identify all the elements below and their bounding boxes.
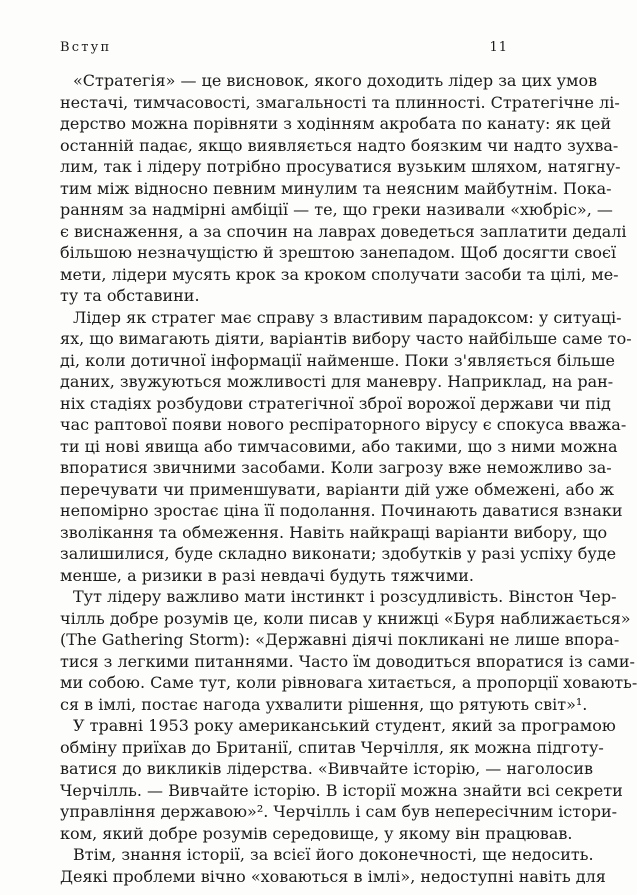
text-line: ком, який добре розумів середовище, у якому він працював. <box>60 823 573 843</box>
text-line: мети, лідери мусять крок за кроком сполучати засоби та цілі, ме- <box>60 264 619 284</box>
text-line: менше, а ризики в разі невдачі будуть тяжчими. <box>60 565 474 585</box>
text-line: впоратися звичними засобами. Коли загрозу вже неможливо за- <box>60 458 612 477</box>
text-line: даних, звужуються можливості для маневру. Наприклад, на ран- <box>60 372 614 391</box>
text-line: Деякі проблеми вічно «ховаються в імлі», недоступні навіть для <box>60 866 606 886</box>
text-line: залишилися, буде складно виконати; здобутків у разі успіху буде <box>60 544 617 563</box>
text-line: Лідер як стратег має справу з властивим парадоксом: у ситуаці- <box>73 307 622 327</box>
text-line: Втім, знання історії, за всієї його доконечності, ще недосить. <box>73 845 594 864</box>
text-line: управління державою»². Черчілль і сам був непересічним істори- <box>60 802 618 821</box>
text-line: ми собою. Саме тут, коли рівновага хитається, а пропорції ховають- <box>60 673 637 692</box>
text-line: час раптової появи нового респіраторного вірусу є спокуса вважа- <box>60 415 627 434</box>
text-line: ти ці нові явища або тимчасовими, або такими, що з ними можна <box>60 436 618 456</box>
text-line: є виснаження, а за спочин на лаврах доведеться заплатити дедалі <box>60 221 627 241</box>
text-line: Тут лідеру важливо мати інстинкт і розсудливість. Вінстон Чер- <box>73 587 617 606</box>
text-line: лим, так і лідеру потрібно просуватися вузьким шляхом, натягну- <box>60 157 621 176</box>
text-line: обміну приїхав до Британії, спитав Черчілля, як можна підготу- <box>60 737 604 757</box>
chapter-title: Вступ <box>60 40 112 55</box>
text-line: тим між відносно певним минулим та неясним майбутнім. Пока- <box>60 178 612 198</box>
text-line: ту та обставини. <box>60 286 200 305</box>
text-line: перечувати чи применшувати, варіанти дій уже обмежені, або ж <box>60 479 615 499</box>
text-line: Черчілль. — Вивчайте історію. В історії можна знайти всі секрети <box>60 780 623 800</box>
text-line: нестачі, тимчасовості, змагальності та плинності. Стратегічне лі- <box>60 92 620 112</box>
text-line: зволікання та обмеження. Навіть найкращі варіанти вибору, що <box>60 522 608 542</box>
text-line: «Стратегія» — це висновок, якого доходить лідер за цих умов <box>73 71 598 90</box>
body-text <box>60 70 637 887</box>
text-line: ях, що вимагають діяти, варіантів вибору часто найбільше саме то- <box>60 329 632 348</box>
text-line: більшою незначущістю й зрештою занепадом. Щоб досягти своєї <box>60 243 617 262</box>
text-line: У травні 1953 року американський студент, який за програмою <box>73 716 616 735</box>
text-line: ся в імлі, постає нагода ухвалити рішення, що рятують світ»¹. <box>60 694 588 714</box>
text-line: ранням за надмірні амбіції — те, що греки називали «хюбріс», — <box>60 200 613 219</box>
text-line: тися з легкими питаннями. Часто їм доводиться впоратися із сами- <box>60 651 635 671</box>
text-line: ді, коли дотичної інформації найменше. Поки з'являється більше <box>60 350 615 370</box>
running-header <box>60 40 508 60</box>
text-line: непомірно зростає ціна її подолання. Починають даватися взнаки <box>60 501 623 520</box>
text-line: (The Gathering Storm): «Державні діячі покликані не лише впора- <box>60 630 620 649</box>
text-line: ніх стадіях розбудови стратегічної зброї ворожої держави чи під <box>60 393 611 413</box>
text-line: ватися до викликів лідерства. «Вивчайте історію, — наголосив <box>60 759 594 778</box>
page-number: 11 <box>489 40 508 55</box>
text-line: чілль добре розумів це, коли писав у книжці «Буря наближається» <box>60 608 631 628</box>
text-line: останній падає, якщо виявляється надто боязким чи надто зухва- <box>60 135 619 155</box>
text-line: дерство можна порівняти з ходінням акробата по канату: як цей <box>60 114 612 133</box>
